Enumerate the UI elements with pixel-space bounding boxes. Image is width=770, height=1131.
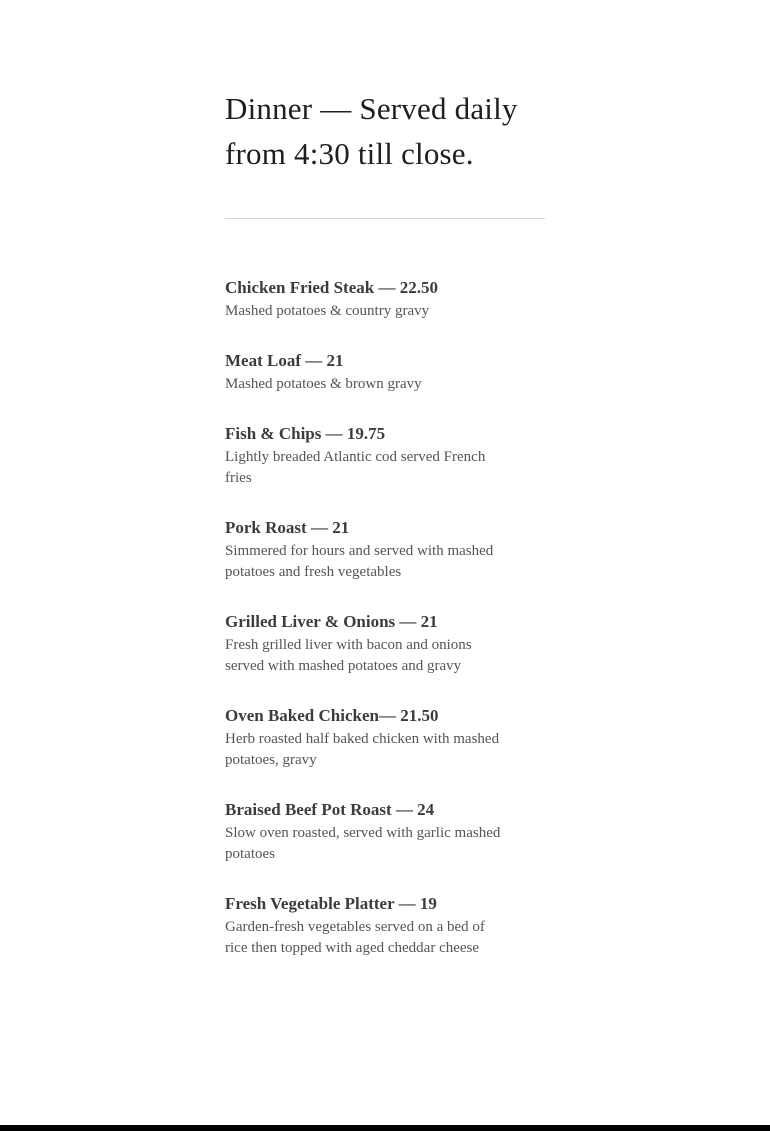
menu-item-title: Fresh Vegetable Platter — 19 — [225, 894, 437, 913]
divider — [225, 218, 545, 219]
menu-item-title: Meat Loaf — 21 — [225, 351, 344, 370]
menu-item-description: Lightly breaded Atlantic cod served French fries — [225, 449, 486, 486]
menu-item-title: Pork Roast — 21 — [225, 518, 350, 537]
menu-item — [225, 705, 545, 771]
menu-item — [225, 611, 545, 677]
menu-item-description: Simmered for hours and served with mashed potatoes and fresh vegetables — [225, 543, 494, 580]
menu-list — [225, 277, 545, 959]
menu-item — [225, 277, 545, 322]
menu-item-description: Mashed potatoes & country gravy — [225, 303, 430, 319]
menu-item-title: Fish & Chips — 19.75 — [225, 424, 386, 443]
menu-item-title: Chicken Fried Steak — 22.50 — [225, 278, 438, 297]
menu-item-description: Slow oven roasted, served with garlic mashed potatoes — [225, 825, 501, 862]
menu-page — [225, 86, 545, 987]
menu-item — [225, 517, 545, 583]
menu-item-description: Herb roasted half baked chicken with mashed potatoes, gravy — [225, 731, 500, 768]
menu-item — [225, 893, 545, 959]
menu-item-description: Mashed potatoes & brown gravy — [225, 376, 422, 392]
menu-item — [225, 799, 545, 865]
menu-item-title: Oven Baked Chicken— 21.50 — [225, 706, 439, 725]
menu-item-title: Grilled Liver & Onions — 21 — [225, 612, 438, 631]
menu-item-description: Fresh grilled liver with bacon and onions served with mashed potatoes and gravy — [225, 637, 472, 674]
page-title: Dinner — Served daily from 4:30 till close. — [225, 91, 518, 171]
menu-item-description: Garden-fresh vegetables served on a bed of rice then topped with aged cheddar cheese — [225, 919, 485, 956]
bottom-bar — [0, 1125, 770, 1131]
menu-item — [225, 423, 545, 489]
menu-item — [225, 350, 545, 395]
menu-item-title: Braised Beef Pot Roast — 24 — [225, 800, 435, 819]
